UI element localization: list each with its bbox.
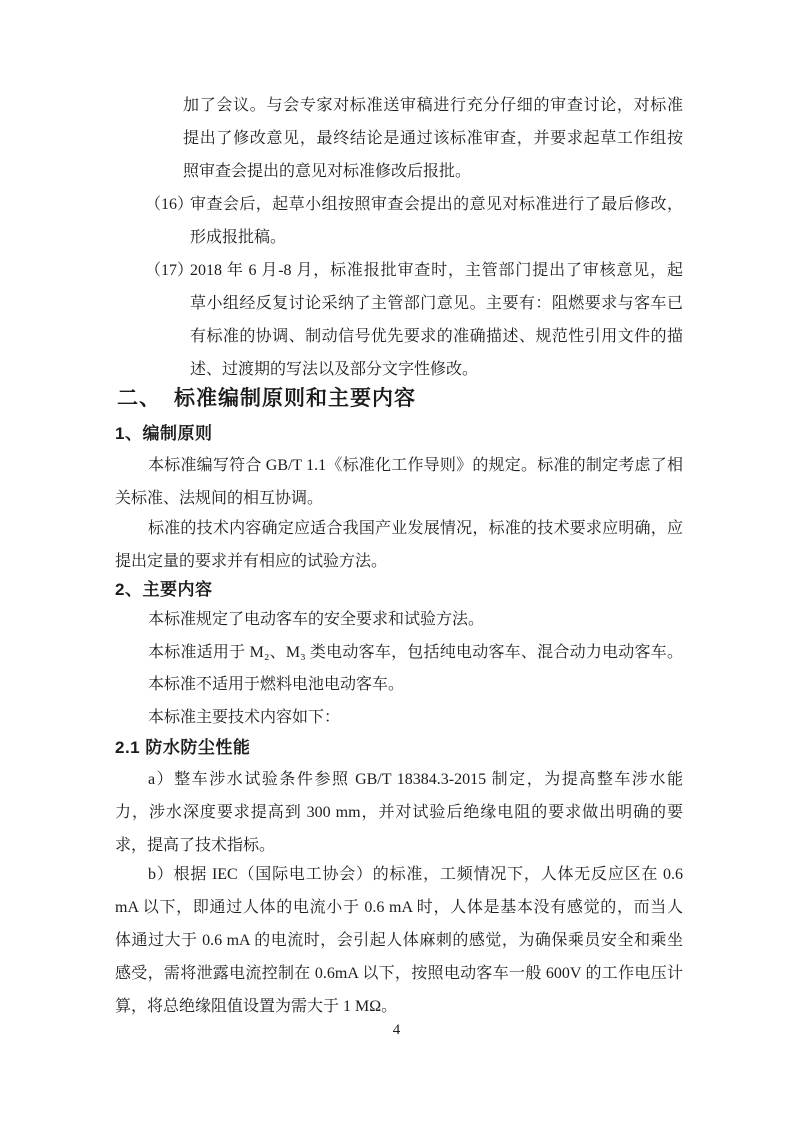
text-line: 本标准编写符合 GB/T 1.1《标准化工作导则》的规定。标准的制定考虑了相 <box>148 457 683 474</box>
paragraph-a <box>115 763 683 862</box>
paragraph <box>115 512 683 578</box>
paragraph: 本标准主要技术内容如下： <box>148 709 341 726</box>
text-line: 形成报批稿。 <box>190 229 287 246</box>
text-line: 关标准、法规间的相互协调。 <box>115 490 324 507</box>
paragraph: 本标准不适用于燃料电池电动客车。 <box>148 676 405 693</box>
text-line: 求，提高了技术指标。 <box>115 837 276 854</box>
list-item-number: （17） <box>145 262 194 279</box>
text-line: b）根据 IEC（国际电工协会）的标准，工频情况下，人体无反应区在 0.6 <box>148 866 683 883</box>
text-line: 提出了修改意见，最终结论是通过该标准审查，并要求起草工作组按 <box>183 130 683 147</box>
text-line: 感受，需将泄露电流控制在 0.6mA 以下，按照电动客车一般 600V 的工作电压计 <box>115 965 683 982</box>
text-line: 力，涉水深度要求提高到 300 mm，并对试验后绝缘电阻的要求做出明确的要 <box>115 804 683 821</box>
list-item-16 <box>145 188 683 254</box>
text-line: 2018 年 6 月-8 月，标准报批审查时，主管部门提出了审核意见，起 <box>190 262 683 279</box>
text-line: mA 以下，即通过人体的电流小于 0.6 mA 时，人体是基本没有感觉的，而当人 <box>115 899 683 916</box>
list-item-number: （16） <box>145 196 194 213</box>
subsection-heading-2-1: 2.1 防水防尘性能 <box>115 738 251 757</box>
paragraph <box>115 449 683 515</box>
subsection-heading-1: 1、编制原则 <box>115 424 213 443</box>
paragraph-b <box>115 858 683 1023</box>
text-line: 照审查会提出的意见对标准修改后报批。 <box>183 163 472 180</box>
text-line: 审查会后，起草小组按照审查会提出的意见对标准进行了最后修改， <box>190 196 683 213</box>
text-line: 草小组经反复讨论采纳了主管部门意见。主要有：阻燃要求与客车已 <box>190 295 683 312</box>
section-heading <box>117 384 683 414</box>
text-line: 加了会议。与会专家对标准送审稿进行充分仔细的审查讨论，对标准 <box>183 97 683 114</box>
paragraph: 本标准规定了电动客车的安全要求和试验方法。 <box>148 611 485 628</box>
text-line: 有标准的协调、制动信号优先要求的准确描述、规范性引用文件的描 <box>190 328 683 345</box>
subsection-heading-2: 2、主要内容 <box>115 580 213 599</box>
text-line: 算，将总绝缘阻值设置为需大于 1 MΩ。 <box>115 998 398 1015</box>
paragraph: 本标准适用于 M₂、M₃ 类电动客车，包括纯电动客车、混合动力电动客车。 <box>148 644 683 661</box>
text-line: 标准的技术内容确定应适合我国产业发展情况，标准的技术要求应明确，应 <box>148 520 683 537</box>
section-number: 二、 <box>117 387 161 410</box>
list-item-17 <box>145 254 683 386</box>
section-title: 标准编制原则和主要内容 <box>174 387 416 410</box>
text-line: a）整车涉水试验条件参照 GB/T 18384.3-2015 制定，为提高整车涉水能 <box>148 771 683 788</box>
page-number: 4 <box>392 1022 401 1038</box>
text-line: 述、过渡期的写法以及部分文字性修改。 <box>190 361 479 378</box>
text-line: 提出定量的要求并有相应的试验方法。 <box>115 553 388 570</box>
paragraph-item15-continuation <box>183 89 683 188</box>
text-line: 体通过大于 0.6 mA 的电流时，会引起人体麻刺的感觉，为确保乘员安全和乘坐 <box>115 932 683 949</box>
